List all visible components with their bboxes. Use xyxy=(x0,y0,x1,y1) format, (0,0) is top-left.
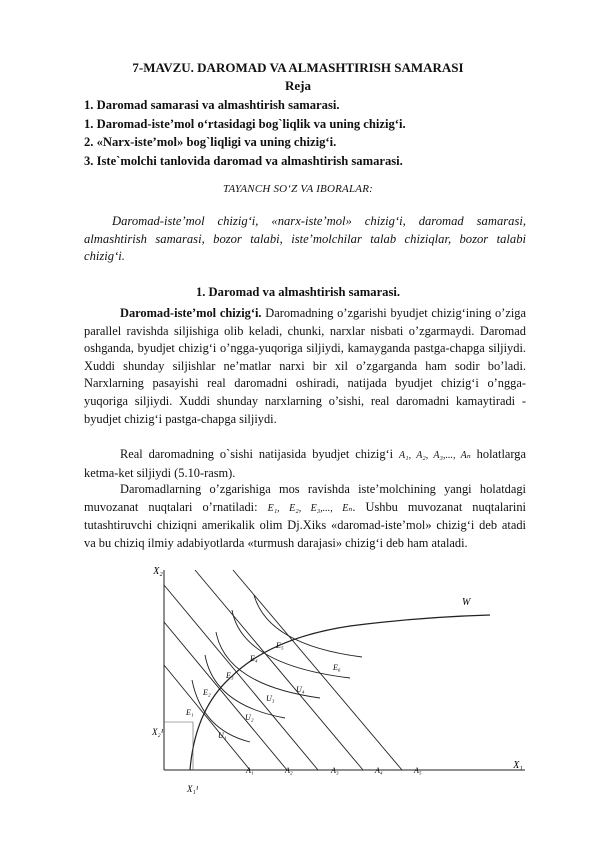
y-axis-label: X₂ xyxy=(153,566,163,577)
indifference-curve-u5 xyxy=(254,595,362,657)
outline-item: 2. «Narx-iste’mol» bog`liqligi va uning chizig‘i. xyxy=(84,135,337,149)
plan-outline xyxy=(84,96,524,170)
indifference-label: U₁ xyxy=(218,731,227,740)
equilibrium-label: E₆ xyxy=(333,663,341,672)
paragraph-text: . Ushbu muvozanat nuqtalarini tutashtiruvchi chiziqni amerikalik olim Dj.Xiks «daromad-iste’mol» chizig‘i deb atadi va bu chiziq ilmiy adabiyotlarda «turmush darajasi» chizig‘i deb ham ataladi. xyxy=(84,499,526,550)
income-consumption-curve-w xyxy=(190,615,490,770)
plan-heading: Reja xyxy=(285,78,311,93)
budget-line-a1 xyxy=(164,665,250,770)
budget-line-a5 xyxy=(233,570,402,770)
outline-item: 1. Daromad-iste’mol o‘rtasidagi bog`liqlik va uning chizig‘i. xyxy=(84,116,406,131)
budget-line-a3 xyxy=(164,585,318,770)
indifference-label: U₄ xyxy=(296,685,305,694)
section-heading: 1. Daromad va almashtirish samarasi. xyxy=(195,285,401,299)
equilibrium-label: E₄ xyxy=(250,654,258,663)
keywords-text: Daromad-iste’mol chizig‘i, «narx-iste’mol» chizig‘i, daromad samarasi, almashtirish samarasi, bozor talabi, iste’molchilar talab chiziqlar, bozor talabi chizig‘i. xyxy=(84,214,526,263)
paragraph-text: holatlarga ketma-ket siljiydi (5.10-rasm). xyxy=(84,447,526,480)
paragraph-text: Daromadlarning o’zgarishiga mos ravishda iste’molchining yangi holatdagi muvozanat nuqtalari o’rnatiladi: xyxy=(84,482,526,514)
paragraph-budget-shift xyxy=(84,446,526,482)
income-consumption-figure xyxy=(150,560,530,800)
paragraph-lead: Daromad-iste’mol chizig‘i. xyxy=(120,306,262,320)
paragraph-text: Daromadning o’zgarishi byudjet chizig‘ining o’ziga parallel ravishda siljishiga olib keladi, chunki, narxlar nisbati o’zgarmaydi. Daromad oshganda, byudjet chizig‘i o’ngga-yuqoriga siljiydi, kamayganda pastga-chapga siljiydi. Xuddi shunday siljishlar ne’matlar narxi bir xil o’zgarganda ham sodir bo’ladi. Narxlarning pasayishi real daromadni oshiradi, natijada byudjet chizig‘i o’ngga-yuqoriga siljiydi. Xuddi shunday narxlarning o’sishi, real daromadni kamaytiradi - byudjet chizig‘i pastga-chapga siljiydi. xyxy=(84,306,526,426)
budget-lines-formula: A₁, A₂, A₃,..., Aₙ xyxy=(399,450,471,461)
equilibrium-label: E₁ xyxy=(186,708,194,717)
outline-item: 3. Iste`molchi tanlovida daromad va almashtirish samarasi. xyxy=(84,153,403,168)
equilibrium-label: E₂ xyxy=(203,688,211,697)
indifference-label: U₃ xyxy=(266,694,275,703)
equilibrium-label: E₃ xyxy=(226,671,234,680)
budget-label: A₅ xyxy=(414,766,422,775)
budget-label: A₁ xyxy=(246,766,254,775)
keywords-heading: TAYANCH SO‘Z VA IBORALAR: xyxy=(223,183,373,195)
budget-label: A₃ xyxy=(331,766,339,775)
curve-label: W xyxy=(462,597,471,608)
paragraph-income-consumption xyxy=(84,305,526,428)
y-marker-label: X₂¹ xyxy=(152,727,164,737)
paragraph-equilibria xyxy=(84,481,526,552)
budget-label: A₂ xyxy=(285,766,293,775)
x-axis-label: X₁ xyxy=(513,760,523,771)
equilibria-formula: E₁, E₂, E₃,..., Eₙ xyxy=(267,502,353,514)
paragraph-text: Real daromadning o`sishi natijasida byudjet chizig‘i xyxy=(120,447,399,461)
budget-label: A₄ xyxy=(375,766,383,775)
x-marker-label: X₁¹ xyxy=(187,784,199,794)
document-title: 7-MAVZU. DAROMAD VA ALMASHTIRISH SAMARASI xyxy=(132,60,464,75)
outline-item: 1. Daromad samarasi va almashtirish samarasi. xyxy=(84,98,340,112)
equilibrium-label: E₅ xyxy=(276,641,284,650)
indifference-label: U₂ xyxy=(245,713,254,722)
